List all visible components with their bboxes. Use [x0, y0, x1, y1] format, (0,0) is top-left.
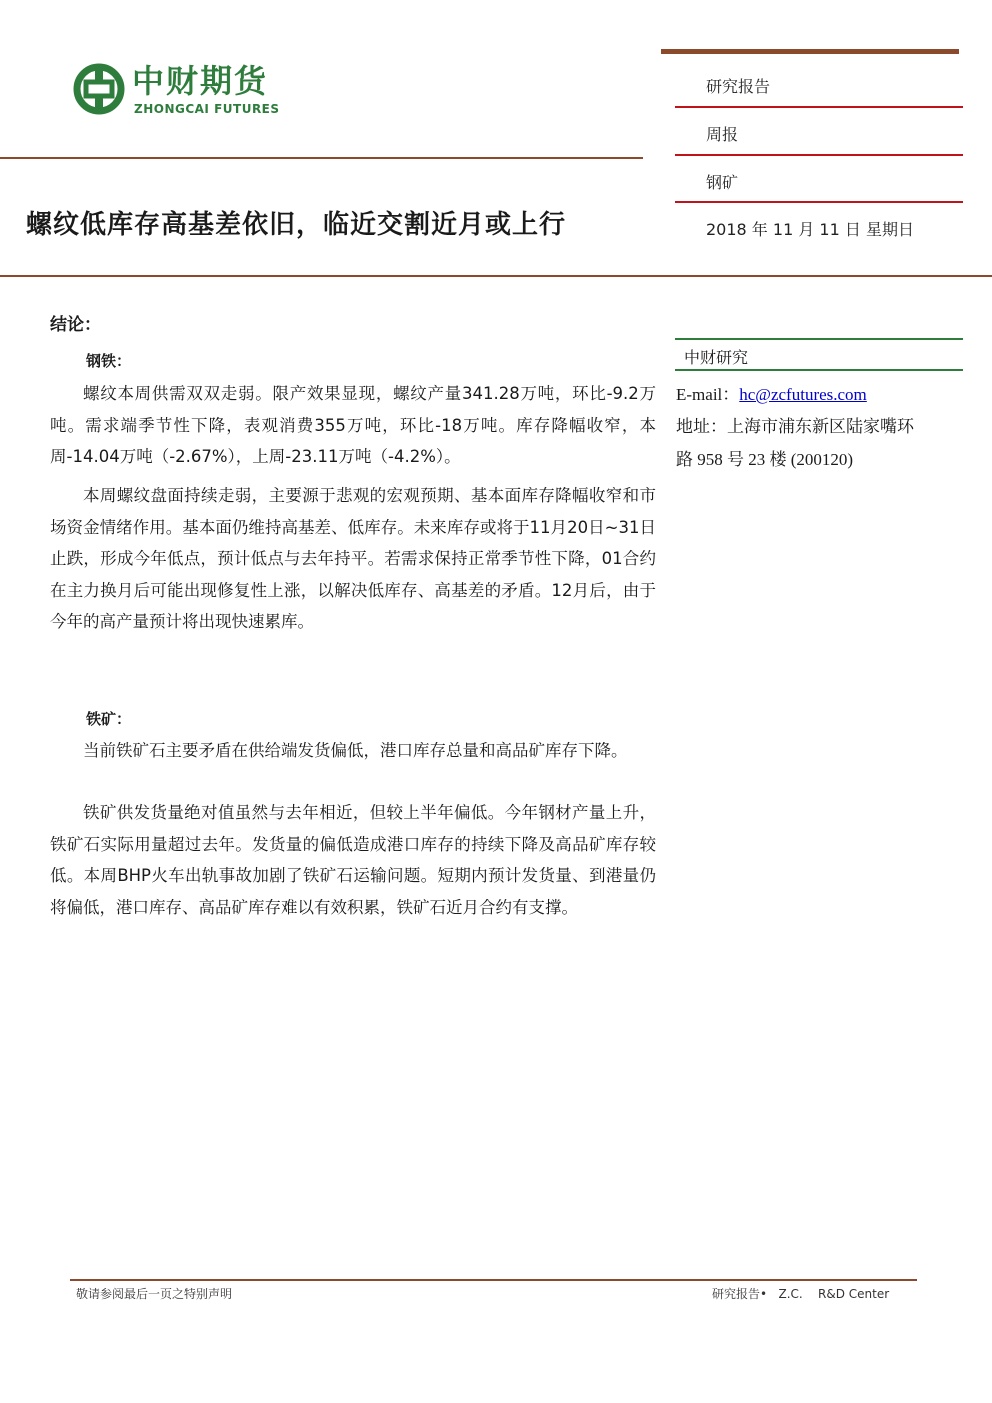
steel-heading: 钢铁： [86, 352, 132, 370]
sidebar-top-rule [675, 338, 963, 340]
report-title: 螺纹低库存高基差依旧，临近交割近月或上行 [26, 210, 567, 240]
iron-ore-paragraph-2: 铁矿供发货量绝对值虽然与去年相近，但较上半年偏低。今年钢材产量上升，铁矿石实际用量超过去年。发货量的偏低造成港口库存的持续下降及高品矿库存较低。本周BHP火车出轨事故加剧了铁矿石运输问题。短期内预计发货量、到港量仍将偏低，港口库存、高品矿库存难以有效积累，铁矿石近月合约有支撑。 [50, 803, 656, 917]
footer-rule [70, 1279, 917, 1281]
sidebar-title: 中财研究 [684, 348, 749, 367]
sidebar-title-rule [675, 369, 963, 371]
header-divider-1 [675, 106, 963, 108]
logo-underline-rule [0, 157, 643, 159]
report-frequency-label: 周报 [706, 125, 739, 144]
sidebar-address-line-1: 地址：上海市浦东新区陆家嘴环 [676, 417, 914, 436]
report-date: 2018 年 11 月 11 日 星期日 [706, 220, 914, 239]
email-link[interactable]: hc@zcfutures.com [739, 385, 867, 404]
conclusion-heading: 结论： [50, 315, 101, 335]
footer-disclaimer: 敬请参阅最后一页之特别声明 [76, 1287, 233, 1301]
header-top-rule [661, 49, 959, 54]
report-type-label: 研究报告 [706, 77, 771, 96]
header-divider-2 [675, 154, 963, 156]
email-label: E-mail： [676, 385, 740, 404]
logo-name-cn: 中财期货 [132, 62, 269, 100]
report-category-label: 钢矿 [706, 173, 739, 192]
sidebar-address-line-2: 路 958 号 23 楼 (200120) [676, 450, 854, 469]
iron-ore-paragraph-1: 当前铁矿石主要矛盾在供给端发货偏低，港口库存总量和高品矿库存下降。 [83, 741, 628, 760]
company-logo [72, 62, 312, 122]
sidebar-email-row [676, 380, 867, 405]
header-divider-3 [675, 201, 963, 203]
steel-paragraph-1: 螺纹本周供需双双走弱。限产效果显现，螺纹产量341.28万吨，环比-9.2万吨。需求端季节性下降，表观消费355万吨，环比-18万吨。库存降幅收窄，本周-14.04万吨（-2.67%），上周-23.11万吨（-4.2%）。 [50, 384, 656, 466]
steel-paragraph-2: 本周螺纹盘面持续走弱，主要源于悲观的宏观预期、基本面库存降幅收窄和市场资金情绪作用。基本面仍维持高基差、低库存。未来库存或将于11月20日~31日止跌，形成今年低点，预计低点与去年持平。若需求保持正常季节性下降，01合约在主力换月后可能出现修复性上涨，以解决低库存、高基差的矛盾。12月后，由于今年的高产量预计将出现快速累库。 [50, 486, 656, 631]
footer-right-text: 研究报告• Z.C. R&D Center [712, 1287, 890, 1301]
iron-ore-heading: 铁矿： [86, 710, 132, 728]
title-bottom-rule [0, 275, 992, 277]
logo-name-en: ZHONGCAI FUTURES [134, 102, 280, 116]
logo-emblem-icon [72, 62, 126, 116]
